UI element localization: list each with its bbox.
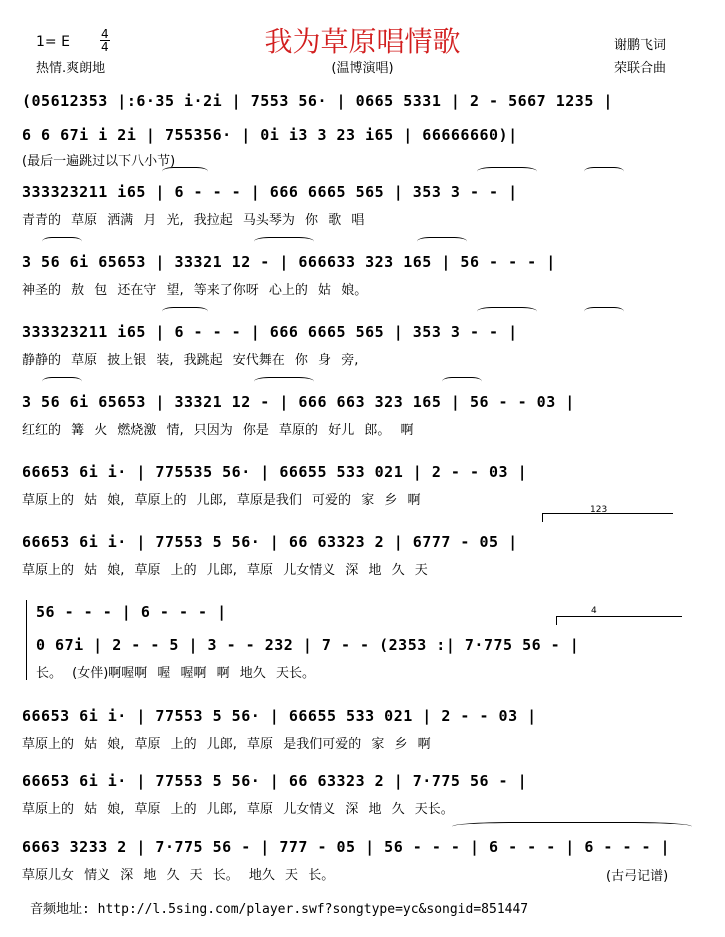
lyricist-credit: 谢鹏飞词	[614, 38, 667, 53]
slur	[162, 307, 208, 316]
slur-marks	[22, 167, 692, 177]
section-note: (最后一遍跳过以下八小节)	[22, 154, 176, 169]
composer-credit: 荣联合曲	[614, 61, 667, 76]
slur	[442, 377, 482, 386]
bracket-marks	[22, 505, 692, 527]
notes-line: 66653 6i i· | 77553 5 56· | 66655 533 021 | 2 - - 03 |	[22, 707, 537, 725]
slur-marks	[22, 237, 692, 247]
ending-label: 4	[591, 606, 597, 616]
slur-marks	[22, 822, 692, 832]
audio-link[interactable]: 音频地址: http://l.5sing.com/player.swf?songtype=yc&songid=851447	[30, 902, 529, 917]
slur	[584, 307, 624, 316]
key-signature: 1= E	[36, 34, 70, 50]
lyric-line: 草原儿女 情义 深 地 久 天 长。 地久 天 长。	[22, 868, 335, 883]
singer-credit: (温博演唱)	[331, 61, 394, 76]
lyric-line: 草原上的 姑 娘, 草原 上的 儿郎, 草原 是我们可爱的 家 乡 啊	[22, 737, 431, 752]
slur-marks	[22, 377, 692, 387]
notes-line: 0 67i | 2 - - 5 | 3 - - 232 | 7 - - (2353 :| 7·775 56 - |	[36, 636, 580, 654]
lyric-line: 青青的 草原 洒满 月 光, 我拉起 马头琴为 你 歌 唱	[22, 213, 365, 228]
notes-line: (05612353 |:6·35 i·2i | 7553 56· | 0665 5331 | 2 - 5667 1235 |	[22, 92, 613, 110]
time-signature-top: 4	[101, 27, 109, 41]
slur	[162, 167, 208, 176]
song-title: 我为草原唱情歌	[264, 25, 461, 58]
notes-line: 333323211 i65 | 6 - - - | 666 6665 565 | 353 3 - - |	[22, 183, 518, 201]
slur	[254, 237, 314, 246]
lyric-line: 长。 (女伴)啊喔啊 喔 喔啊 啊 地久 天长。	[36, 666, 315, 681]
slur	[42, 377, 82, 386]
slur	[477, 167, 537, 176]
section-bar-left	[26, 600, 27, 680]
notes-line: 6663 3233 2 | 7·775 56 - | 777 - 05 | 56 - - - | 6 - - - | 6 - - - |	[22, 838, 671, 856]
lyric-line: 草原上的 姑 娘, 草原 上的 儿郎, 草原 儿女情义 深 地 久 天	[22, 563, 428, 578]
notes-line: 66653 6i i· | 77553 5 56· | 66 63323 2 | 7·775 56 - |	[22, 772, 528, 790]
slur	[452, 822, 692, 831]
time-signature-bottom: 4	[101, 40, 109, 54]
slur	[477, 307, 537, 316]
ending-bracket	[556, 616, 682, 625]
slur	[584, 167, 624, 176]
notes-line: 6 6 67i i 2i | 755356· | 0i i3 3 23 i65 | 66666660)|	[22, 126, 518, 144]
transcriber-credit: (古弓记谱)	[606, 869, 669, 884]
lyric-line: 静静的 草原 披上银 装, 我跳起 安代舞在 你 身 旁,	[22, 353, 359, 368]
notes-line: 333323211 i65 | 6 - - - | 666 6665 565 | 353 3 - - |	[22, 323, 518, 341]
lyric-line: 草原上的 姑 娘, 草原 上的 儿郎, 草原 儿女情义 深 地 久 天长。	[22, 802, 454, 817]
notes-line: 66653 6i i· | 77553 5 56· | 66 63323 2 | 6777 - 05 |	[22, 533, 518, 551]
mood-marking: 热情.爽朗地	[36, 61, 106, 76]
slur	[254, 377, 314, 386]
lyric-line: 神圣的 敖 包 还在守 望, 等来了你呀 心上的 姑 娘。	[22, 283, 368, 298]
triplet-bracket	[542, 513, 673, 522]
slur	[417, 237, 467, 246]
slur-marks	[22, 307, 692, 317]
lyric-line: 草原上的 姑 娘, 草原上的 儿郎, 草原是我们 可爱的 家 乡 啊	[22, 493, 421, 508]
notes-line: 66653 6i i· | 775535 56· | 66655 533 021 | 2 - - 03 |	[22, 463, 528, 481]
slur	[42, 237, 82, 246]
time-signature	[100, 28, 110, 53]
notes-line: 3 56 6i 65653 | 33321 12 - | 666633 323 165 | 56 - - - |	[22, 253, 556, 271]
triplet-label: 123	[590, 505, 608, 515]
lyric-line: 红红的 篝 火 燃烧激 情, 只因为 你是 草原的 好儿 郎。 啊	[22, 423, 414, 438]
notes-line: 3 56 6i 65653 | 33321 12 - | 666 663 323 165 | 56 - - 03 |	[22, 393, 575, 411]
notes-line: 56 - - - | 6 - - - |	[36, 603, 227, 621]
